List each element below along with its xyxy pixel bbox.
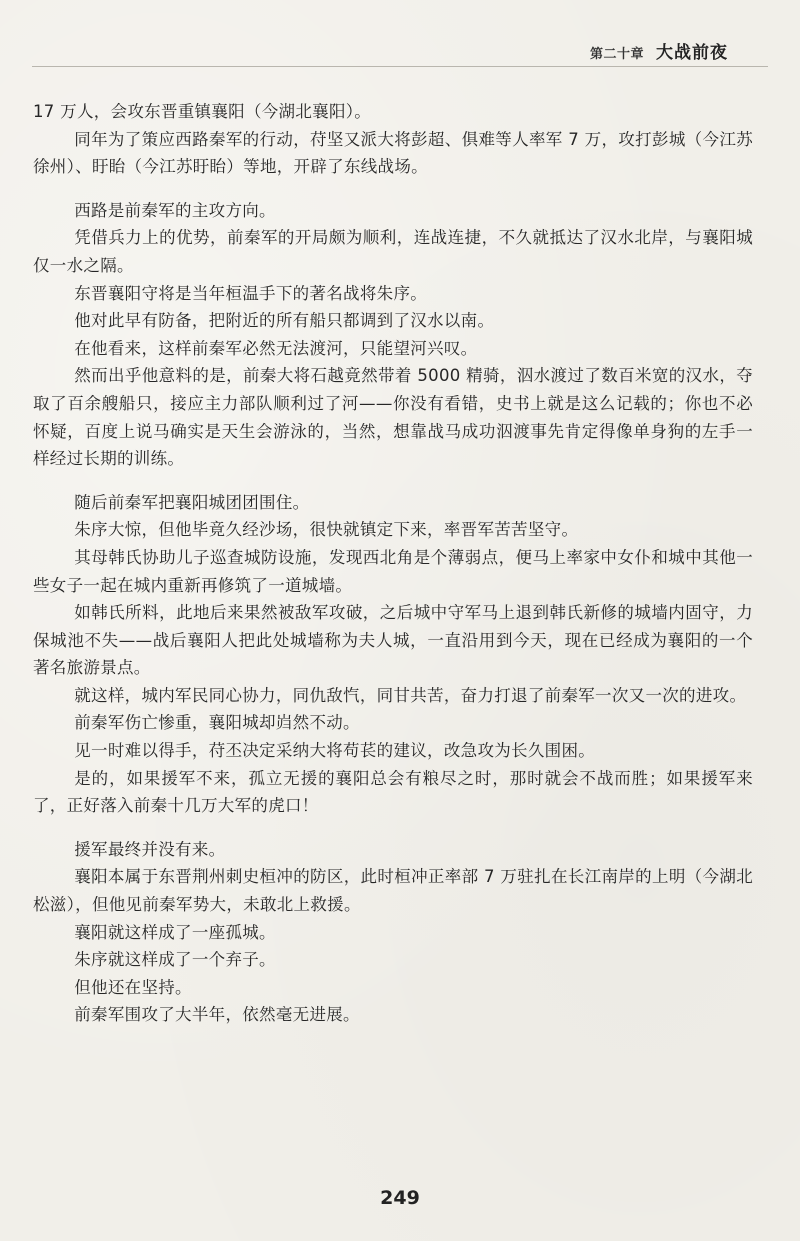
running-header	[590, 38, 728, 63]
header-divider	[32, 66, 768, 67]
chapter-title: 大战前夜	[656, 43, 728, 63]
paragraph-12: 如韩氏所料，此地后来果然被敌军攻破，之后城中守军马上退到韩氏新修的城墙内固守，力保城池不失——战后襄阳人把此处城墙称为夫人城，一直沿用到今天，现在已经成为襄阳的一个著名旅游景点。	[33, 603, 753, 678]
chapter-label: 第二十章	[589, 47, 644, 62]
paragraph-7: 在他看来，这样前秦军必然无法渡河，只能望河兴叹。	[74, 338, 478, 358]
paragraph-2: 同年为了策应西路秦军的行动，苻坚又派大将彭超、俱难等人率军 7 万，攻打彭城（今江苏徐州）、盱眙（今江苏盱眙）等地，开辟了东线战场。	[33, 129, 753, 177]
paragraph-8: 然而出乎他意料的是，前秦大将石越竟然带着 5000 精骑，泅水渡过了数百米宽的汉水，夺取了百余艘船只，接应主力部队顺利过了河——你没有看错，史书上就是这么记载的；你也不必怀疑，百度上说马确实是天生会游泳的，当然，想靠战马成功泅渡事先肯定得像单身狗的左手一样经过长期的训练。	[33, 366, 753, 469]
paragraph-3: 西路是前秦军的主攻方向。	[74, 200, 276, 220]
paragraph-14: 前秦军伤亡惨重，襄阳城却岿然不动。	[74, 713, 360, 733]
paragraph-9: 随后前秦军把襄阳城团团围住。	[74, 492, 310, 512]
paragraph-19: 襄阳就这样成了一座孤城。	[74, 922, 276, 942]
paragraph-5: 东晋襄阳守将是当年桓温手下的著名战将朱序。	[74, 283, 428, 303]
paragraph-15: 见一时难以得手，苻丕决定采纳大将苟苌的建议，改急攻为长久围困。	[74, 741, 596, 761]
paragraph-22: 前秦军围攻了大半年，依然毫无进展。	[74, 1005, 360, 1025]
paragraph-21: 但他还在坚持。	[74, 977, 192, 997]
body-text	[33, 98, 753, 1029]
paragraph-6: 他对此早有防备，把附近的所有船只都调到了汉水以南。	[74, 311, 495, 331]
paragraph-10: 朱序大惊，但他毕竟久经沙场，很快就镇定下来，率晋军苦苦坚守。	[74, 520, 579, 540]
paragraph-18: 襄阳本属于东晋荆州刺史桓冲的防区，此时桓冲正率部 7 万驻扎在长江南岸的上明（今湖北松滋），但他见前秦军势大，未敢北上救援。	[33, 867, 753, 915]
paragraph-13: 就这样，城内军民同心协力，同仇敌忾，同甘共苦，奋力打退了前秦军一次又一次的进攻。	[74, 685, 747, 705]
paragraph-4: 凭借兵力上的优势，前秦军的开局颇为顺利，连战连捷，不久就抵达了汉水北岸，与襄阳城仅一水之隔。	[33, 228, 753, 275]
paragraph-16: 是的，如果援军不来，孤立无援的襄阳总会有粮尽之时，那时就会不战而胜；如果援军来了，正好落入前秦十几万大军的虎口！	[33, 768, 753, 816]
paragraph-17: 援军最终并没有来。	[74, 839, 226, 859]
paragraph-11: 其母韩氏协助儿子巡查城防设施，发现西北角是个薄弱点，便马上率家中女仆和城中其他一些女子一起在城内重新再修筑了一道城墙。	[33, 547, 753, 595]
paragraph-20: 朱序就这样成了一个弃子。	[74, 950, 276, 970]
page-number: 249	[380, 1187, 420, 1209]
paragraph-1: 17 万人，会攻东晋重镇襄阳（今湖北襄阳）。	[33, 102, 372, 121]
